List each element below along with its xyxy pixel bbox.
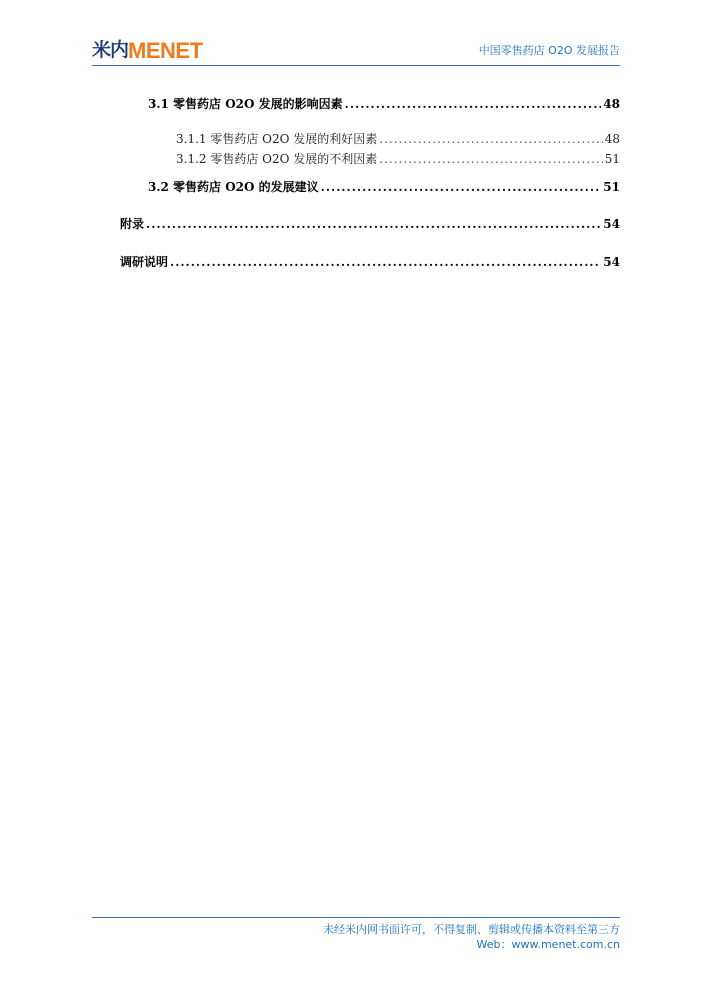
copyright-notice: 未经米内网书面许可，不得复制、剪辑或传播本资料至第三方 [323,923,620,936]
toc-leader-dots [345,97,602,111]
header-divider [92,65,620,66]
page-header [92,34,620,64]
toc-entry[interactable] [120,215,620,232]
menet-logo [92,38,203,62]
toc-entry[interactable] [176,150,620,167]
toc-entry-page: 51 [603,180,620,194]
toc-entry-page: 54 [603,255,620,269]
toc-entry-label: 附录 [120,217,145,231]
toc-entry-label: 3.1.1 零售药店 O2O 发展的利好因素 [176,132,378,146]
toc-leader-dots [321,180,602,194]
website-link[interactable]: Web：www.menet.com.cn [476,938,620,951]
toc-leader-dots [170,255,601,269]
toc-entry[interactable] [148,178,620,195]
toc-entry-label: 3.1.2 零售药店 O2O 发展的不利因素 [176,152,378,166]
footer-divider [92,917,620,918]
logo-chinese-text: 米内 [92,39,129,61]
toc-entry-label: 3.1 零售药店 O2O 发展的影响因素 [148,97,343,111]
toc-entry-page: 48 [603,97,620,111]
logo-english-text: MENET [128,38,203,63]
toc-leader-dots [379,152,602,166]
report-title: 中国零售药店 O2O 发展报告 [478,44,620,57]
toc-entry-label: 3.2 零售药店 O2O 的发展建议 [148,180,319,194]
toc-entry[interactable] [148,95,620,112]
page-footer [323,922,620,952]
toc-entry-page: 48 [604,132,620,146]
toc-entry-page: 51 [604,152,620,166]
toc-entry[interactable] [176,130,620,147]
toc-entry-label: 调研说明 [120,255,169,269]
toc-leader-dots [146,217,601,231]
toc-entry-page: 54 [603,217,620,231]
toc-leader-dots [379,132,602,146]
toc-entry[interactable] [120,253,620,270]
